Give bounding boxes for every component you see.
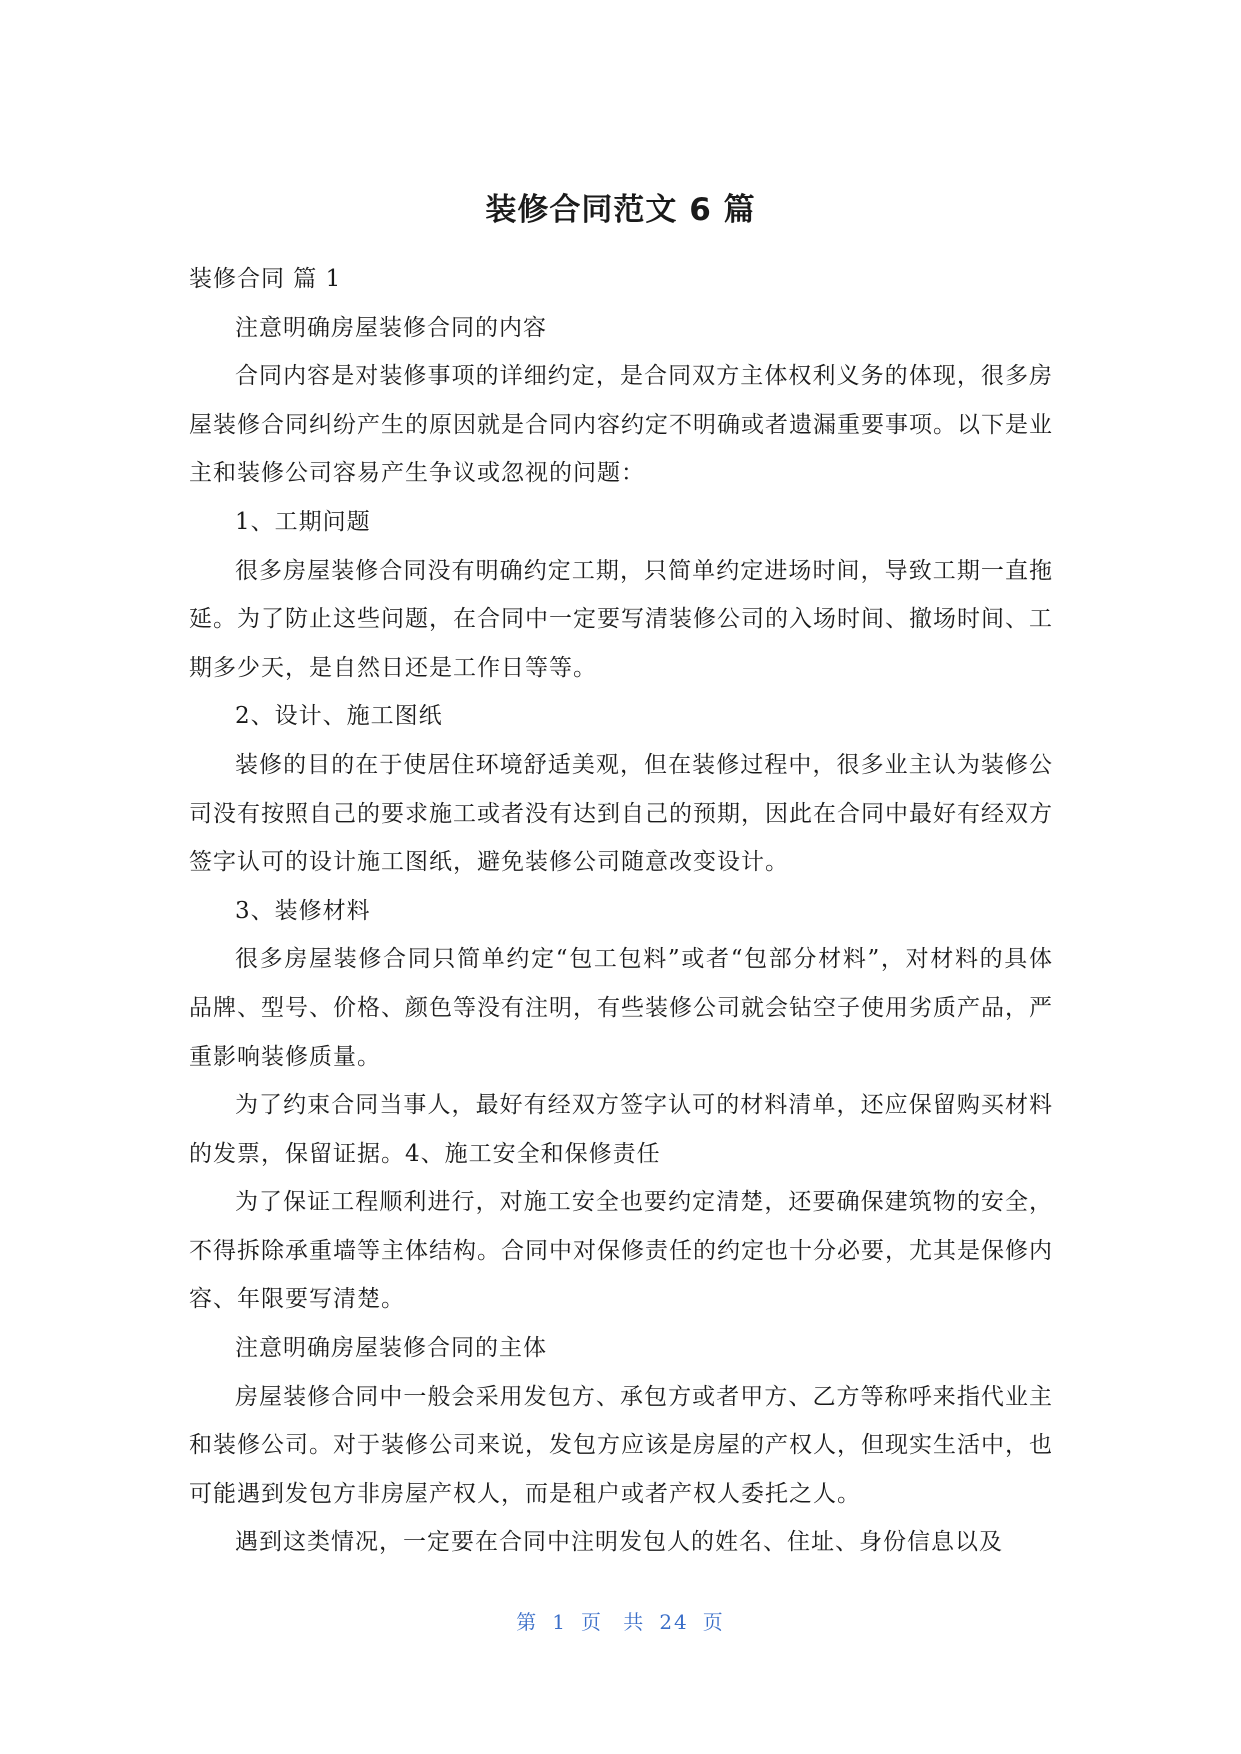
paragraph: 为了保证工程顺利进行，对施工安全也要约定清楚，还要确保建筑物的安全，不得拆除承重墙等主体结构。合同中对保修责任的约定也十分必要，尤其是保修内容、年限要写清楚。	[189, 1189, 1053, 1313]
paragraph: 合同内容是对装修事项的详细约定，是合同双方主体权利义务的体现，很多房屋装修合同纠纷产生的原因就是合同内容约定不明确或者遗漏重要事项。以下是业主和装修公司容易产生争议或忽视的问题：	[189, 363, 1053, 487]
footer-middle: 页 共	[580, 1610, 646, 1634]
paragraph: 3、装修材料	[235, 897, 371, 924]
paragraph: 1、工期问题	[235, 508, 371, 535]
footer-suffix: 页	[702, 1610, 725, 1634]
paragraph: 房屋装修合同中一般会采用发包方、承包方或者甲方、乙方等称呼来指代业主和装修公司。对于装修公司来说，发包方应该是房屋的产权人，但现实生活中，也可能遇到发包方非房屋产权人，而是租户或者产权人委托之人。	[189, 1383, 1053, 1507]
document-body	[189, 255, 1053, 1567]
footer-total-pages: 24	[659, 1610, 689, 1634]
section-heading: 装修合同 篇 1	[189, 266, 342, 292]
paragraph: 注意明确房屋装修合同的主体	[235, 1335, 547, 1362]
page-footer	[0, 1608, 1241, 1636]
paragraph: 为了约束合同当事人，最好有经双方签字认可的材料清单，还应保留购买材料的发票，保留证据。4、施工安全和保修责任	[189, 1092, 1053, 1167]
paragraph: 注意明确房屋装修合同的内容	[235, 314, 547, 341]
footer-prefix: 第	[516, 1610, 539, 1634]
paragraph: 装修的目的在于使居住环境舒适美观，但在装修过程中，很多业主认为装修公司没有按照自己的要求施工或者没有达到自己的预期，因此在合同中最好有经双方签字认可的设计施工图纸，避免装修公司随意改变设计。	[189, 751, 1053, 876]
paragraph: 2、设计、施工图纸	[235, 703, 443, 730]
paragraph: 很多房屋装修合同没有明确约定工期，只简单约定进场时间，导致工期一直拖延。为了防止这些问题，在合同中一定要写清装修公司的入场时间、撤场时间、工期多少天，是自然日还是工作日等等。	[189, 557, 1053, 681]
paragraph: 很多房屋装修合同只简单约定“包工包料”或者“包部分材料”，对材料的具体品牌、型号、价格、颜色等没有注明，有些装修公司就会钻空子使用劣质产品，严重影响装修质量。	[189, 946, 1053, 1070]
footer-current-page: 1	[552, 1610, 567, 1634]
paragraph: 遇到这类情况，一定要在合同中注明发包人的姓名、住址、身份信息以及	[235, 1529, 1003, 1556]
document-title: 装修合同范文 6 篇	[485, 192, 756, 228]
